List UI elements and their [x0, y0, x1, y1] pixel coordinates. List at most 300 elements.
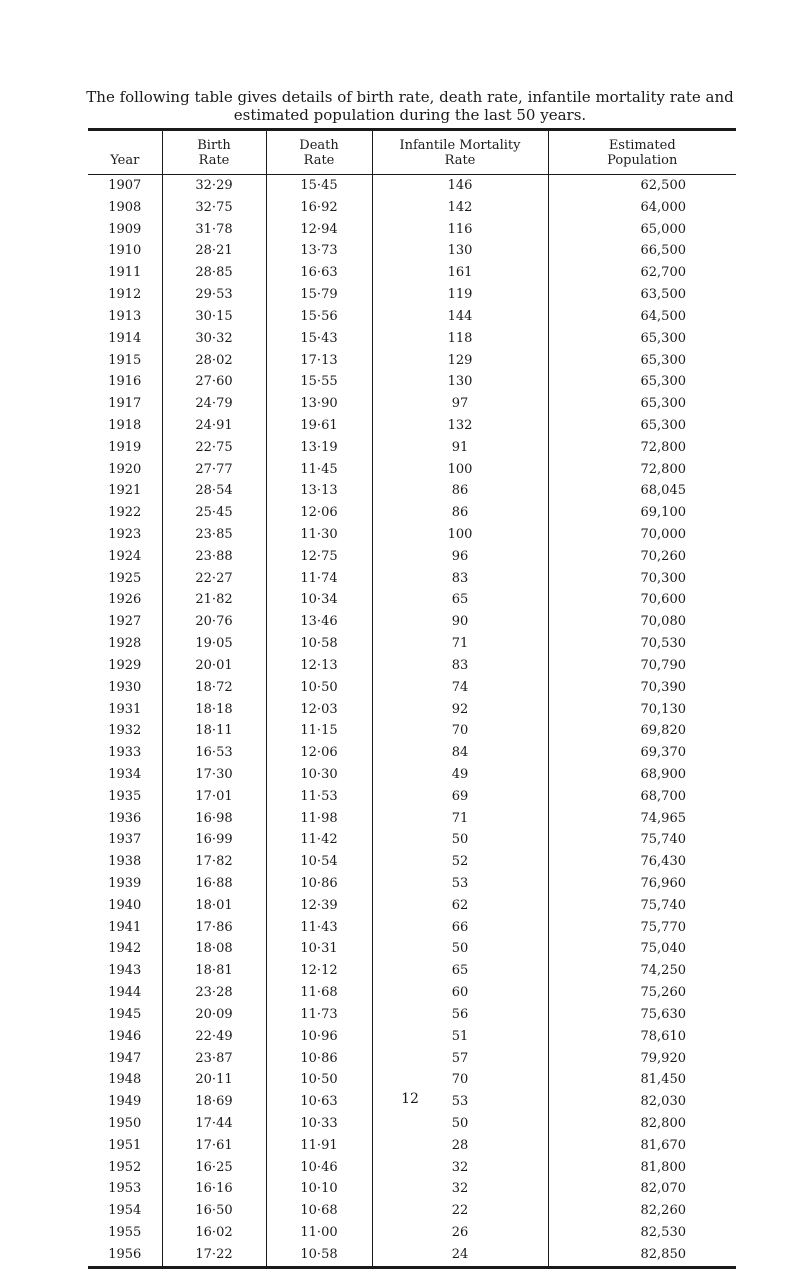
- death-rate-cell: 10·34: [266, 589, 372, 611]
- population-cell: 64,000: [548, 197, 736, 219]
- population-cell: 70,530: [548, 633, 736, 655]
- year-cell: 1945: [108, 1006, 142, 1022]
- population-cell: 65,300: [548, 393, 736, 415]
- table-row: [88, 568, 736, 590]
- table-row: [88, 350, 736, 372]
- birth-rate-cell: 24·79: [162, 393, 266, 415]
- death-rate-cell: 16·63: [266, 262, 372, 284]
- header-line: Rate: [198, 153, 230, 168]
- death-rate-cell: 10·58: [266, 633, 372, 655]
- population-cell: 81,670: [548, 1135, 736, 1157]
- birth-rate-cell: 16·16: [162, 1178, 266, 1200]
- death-rate-cell: 11·00: [266, 1222, 372, 1244]
- year-cell: 1954: [108, 1203, 142, 1219]
- birth-rate-cell: 23·85: [162, 524, 266, 546]
- death-rate-cell: 10·68: [266, 1200, 372, 1222]
- table-row: [88, 611, 736, 633]
- table-row: [88, 1113, 736, 1135]
- death-rate-cell: 12·13: [266, 655, 372, 677]
- death-rate-cell: 10·50: [266, 677, 372, 699]
- table-row: [88, 1244, 736, 1267]
- year-cell: 1908: [108, 199, 142, 215]
- table-row: [88, 677, 736, 699]
- table-row: [88, 1222, 736, 1244]
- table-row: [88, 284, 736, 306]
- header-line: Rate: [444, 153, 476, 168]
- year-cell: 1941: [108, 919, 142, 935]
- population-cell: 70,130: [548, 699, 736, 721]
- population-cell: 65,000: [548, 219, 736, 241]
- death-rate-cell: 11·73: [266, 1004, 372, 1026]
- table-row: [88, 1178, 736, 1200]
- death-rate-cell: 15·79: [266, 284, 372, 306]
- birth-rate-cell: 27·60: [162, 371, 266, 393]
- infantile-mortality-cell: 129: [372, 350, 548, 372]
- population-cell: 82,260: [548, 1200, 736, 1222]
- table-row: [88, 808, 736, 830]
- birth-rate-cell: 20·01: [162, 655, 266, 677]
- birth-rate-cell: 17·61: [162, 1135, 266, 1157]
- death-rate-cell: 10·30: [266, 764, 372, 786]
- year-cell: 1907: [108, 178, 142, 193]
- infantile-mortality-cell: 83: [372, 568, 548, 590]
- infantile-mortality-cell: 57: [372, 1048, 548, 1070]
- year-cell: 1951: [108, 1137, 142, 1153]
- table-row: [88, 1157, 736, 1179]
- table-row: [88, 240, 736, 262]
- table-row: [88, 502, 736, 524]
- death-rate-cell: 10·58: [266, 1244, 372, 1267]
- infantile-mortality-cell: 65: [372, 960, 548, 982]
- infantile-mortality-cell: 90: [372, 611, 548, 633]
- year-cell: 1949: [108, 1094, 142, 1110]
- death-rate-cell: 11·45: [266, 459, 372, 481]
- birth-rate-cell: 17·01: [162, 786, 266, 808]
- year-cell: 1915: [108, 352, 142, 368]
- table-row: [88, 873, 736, 895]
- table-row: [88, 829, 736, 851]
- table-row: [88, 1069, 736, 1091]
- death-rate-cell: 12·94: [266, 219, 372, 241]
- birth-rate-cell: 16·88: [162, 873, 266, 895]
- header-line: Population: [607, 153, 678, 168]
- death-rate-cell: 10·46: [266, 1157, 372, 1179]
- infantile-mortality-cell: 70: [372, 1069, 548, 1091]
- population-cell: 75,740: [548, 829, 736, 851]
- birth-rate-cell: 32·29: [162, 175, 266, 197]
- population-cell: 79,920: [548, 1048, 736, 1070]
- table-row: [88, 1026, 736, 1048]
- year-cell: 1942: [108, 941, 142, 957]
- header-line: Death: [299, 138, 339, 153]
- death-rate-cell: 17·13: [266, 350, 372, 372]
- year-cell: 1920: [108, 461, 142, 477]
- infantile-mortality-cell: 130: [372, 371, 548, 393]
- table-row: [88, 1048, 736, 1070]
- infantile-mortality-cell: 142: [372, 197, 548, 219]
- population-cell: 65,300: [548, 415, 736, 437]
- population-cell: 75,630: [548, 1004, 736, 1026]
- birth-rate-cell: 18·81: [162, 960, 266, 982]
- death-rate-cell: 15·55: [266, 371, 372, 393]
- table-row: [88, 895, 736, 917]
- birth-rate-cell: 18·01: [162, 895, 266, 917]
- page-number: 12: [401, 1091, 419, 1107]
- population-cell: 66,500: [548, 240, 736, 262]
- death-rate-cell: 10·31: [266, 938, 372, 960]
- year-cell: 1925: [108, 570, 142, 586]
- birth-rate-cell: 17·44: [162, 1113, 266, 1135]
- infantile-mortality-cell: 50: [372, 1113, 548, 1135]
- table-row: [88, 917, 736, 939]
- year-cell: 1944: [108, 985, 142, 1001]
- intro-paragraph: The following table gives details of birth rate, death rate, infantile mortality rate and estimated population during the last 50 years.: [86, 88, 734, 124]
- death-rate-cell: 10·96: [266, 1026, 372, 1048]
- infantile-mortality-cell: 62: [372, 895, 548, 917]
- population-cell: 75,770: [548, 917, 736, 939]
- year-cell: 1934: [108, 766, 142, 782]
- birth-rate-cell: 20·09: [162, 1004, 266, 1026]
- table-row: [88, 175, 736, 197]
- infantile-mortality-cell: 70: [372, 720, 548, 742]
- year-cell: 1956: [88, 1244, 162, 1267]
- year-cell: 1930: [108, 679, 142, 695]
- infantile-mortality-cell: 91: [372, 437, 548, 459]
- birth-rate-header: [162, 130, 266, 175]
- population-cell: 82,800: [548, 1113, 736, 1135]
- infantile-mortality-cell: 116: [372, 219, 548, 241]
- table-row: [88, 786, 736, 808]
- table-row: [88, 960, 736, 982]
- year-cell: 1912: [108, 287, 142, 303]
- birth-rate-cell: 22·49: [162, 1026, 266, 1048]
- table-row: [88, 764, 736, 786]
- infantile-mortality-cell: 66: [372, 917, 548, 939]
- death-rate-cell: 10·54: [266, 851, 372, 873]
- death-rate-cell: 12·03: [266, 699, 372, 721]
- population-cell: 72,800: [548, 459, 736, 481]
- birth-rate-cell: 21·82: [162, 589, 266, 611]
- infantile-mortality-cell: 53: [372, 1091, 548, 1113]
- birth-rate-cell: 18·18: [162, 699, 266, 721]
- table-row: [88, 633, 736, 655]
- death-rate-cell: 13·73: [266, 240, 372, 262]
- year-header: [88, 130, 162, 175]
- table-row: [88, 371, 736, 393]
- table-row: [88, 262, 736, 284]
- population-cell: 65,300: [548, 371, 736, 393]
- death-rate-cell: 10·33: [266, 1113, 372, 1135]
- death-rate-cell: 10·86: [266, 1048, 372, 1070]
- birth-rate-cell: 18·08: [162, 938, 266, 960]
- death-rate-cell: 10·86: [266, 873, 372, 895]
- table-row: [88, 720, 736, 742]
- death-rate-header: [266, 130, 372, 175]
- birth-rate-cell: 28·02: [162, 350, 266, 372]
- birth-rate-cell: 27·77: [162, 459, 266, 481]
- infantile-mortality-cell: 161: [372, 262, 548, 284]
- year-cell: 1937: [108, 832, 142, 848]
- death-rate-cell: 15·43: [266, 328, 372, 350]
- population-cell: 63,500: [548, 284, 736, 306]
- infantile-mortality-rate-header: [372, 130, 548, 175]
- birth-rate-cell: 16·25: [162, 1157, 266, 1179]
- infantile-mortality-cell: 71: [372, 633, 548, 655]
- year-cell: 1913: [108, 308, 142, 324]
- population-cell: 82,030: [548, 1091, 736, 1113]
- table-row: [88, 1004, 736, 1026]
- year-cell: 1928: [108, 636, 142, 652]
- death-rate-cell: 11·91: [266, 1135, 372, 1157]
- birth-rate-cell: 16·02: [162, 1222, 266, 1244]
- birth-rate-cell: 29·53: [162, 284, 266, 306]
- table-row: [88, 742, 736, 764]
- population-cell: 82,530: [548, 1222, 736, 1244]
- population-cell: 82,070: [548, 1178, 736, 1200]
- death-rate-cell: 11·68: [266, 982, 372, 1004]
- table-row: [88, 699, 736, 721]
- death-rate-cell: 16·92: [266, 197, 372, 219]
- infantile-mortality-cell: 92: [372, 699, 548, 721]
- death-rate-cell: 12·06: [266, 502, 372, 524]
- table-row: [88, 197, 736, 219]
- year-cell: 1936: [108, 810, 142, 826]
- table-row: [88, 982, 736, 1004]
- year-cell: 1923: [108, 527, 142, 542]
- death-rate-cell: 11·42: [266, 829, 372, 851]
- year-cell: 1911: [108, 265, 142, 281]
- birth-rate-cell: 28·54: [162, 480, 266, 502]
- birth-rate-cell: 17·22: [162, 1244, 266, 1267]
- header-line: Year: [110, 153, 140, 168]
- year-cell: 1916: [108, 374, 142, 390]
- population-cell: 74,250: [548, 960, 736, 982]
- population-cell: 74,965: [548, 808, 736, 830]
- table-row: [88, 1200, 736, 1222]
- death-rate-cell: 13·13: [266, 480, 372, 502]
- population-cell: 70,390: [548, 677, 736, 699]
- infantile-mortality-cell: 96: [372, 546, 548, 568]
- year-cell: 1931: [108, 701, 142, 717]
- estimated-population-header: [548, 130, 736, 175]
- table-row: [88, 851, 736, 873]
- table-row: [88, 589, 736, 611]
- birth-rate-cell: 16·50: [162, 1200, 266, 1222]
- year-cell: 1918: [108, 417, 142, 433]
- infantile-mortality-cell: 53: [372, 873, 548, 895]
- birth-rate-cell: 30·15: [162, 306, 266, 328]
- birth-rate-cell: 19·05: [162, 633, 266, 655]
- population-cell: 68,900: [548, 764, 736, 786]
- death-rate-cell: 15·56: [266, 306, 372, 328]
- population-cell: 75,260: [548, 982, 736, 1004]
- infantile-mortality-cell: 86: [372, 502, 548, 524]
- population-cell: 62,500: [548, 175, 736, 197]
- infantile-mortality-cell: 24: [372, 1244, 548, 1267]
- table-row: [88, 415, 736, 437]
- population-cell: 70,000: [548, 524, 736, 546]
- infantile-mortality-cell: 26: [372, 1222, 548, 1244]
- table-row: [88, 459, 736, 481]
- birth-rate-cell: 23·28: [162, 982, 266, 1004]
- death-rate-cell: 10·50: [266, 1069, 372, 1091]
- year-cell: 1910: [108, 243, 142, 259]
- population-cell: 69,100: [548, 502, 736, 524]
- infantile-mortality-cell: 86: [372, 480, 548, 502]
- infantile-mortality-cell: 22: [372, 1200, 548, 1222]
- infantile-mortality-cell: 56: [372, 1004, 548, 1026]
- year-cell: 1921: [108, 483, 142, 499]
- death-rate-cell: 11·74: [266, 568, 372, 590]
- population-cell: 76,430: [548, 851, 736, 873]
- table-row: [88, 938, 736, 960]
- infantile-mortality-cell: 100: [372, 524, 548, 546]
- table-row: [88, 546, 736, 568]
- year-cell: 1952: [108, 1159, 142, 1175]
- birth-rate-cell: 20·11: [162, 1069, 266, 1091]
- death-rate-cell: 11·53: [266, 786, 372, 808]
- population-cell: 64,500: [548, 306, 736, 328]
- infantile-mortality-cell: 50: [372, 829, 548, 851]
- infantile-mortality-cell: 144: [372, 306, 548, 328]
- year-cell: 1933: [108, 745, 142, 761]
- population-cell: 68,045: [548, 480, 736, 502]
- birth-rate-cell: 18·69: [162, 1091, 266, 1113]
- year-cell: 1946: [108, 1028, 142, 1044]
- year-cell: 1935: [108, 788, 142, 804]
- infantile-mortality-cell: 71: [372, 808, 548, 830]
- table-row: [88, 219, 736, 241]
- population-cell: 62,700: [548, 262, 736, 284]
- year-cell: 1929: [108, 657, 142, 673]
- birth-rate-cell: 22·75: [162, 437, 266, 459]
- year-cell: 1919: [108, 439, 142, 455]
- infantile-mortality-cell: 49: [372, 764, 548, 786]
- population-cell: 82,850: [548, 1244, 736, 1267]
- birth-rate-cell: 25·45: [162, 502, 266, 524]
- infantile-mortality-cell: 130: [372, 240, 548, 262]
- year-cell: 1948: [108, 1072, 142, 1088]
- table-row: [88, 480, 736, 502]
- population-cell: 70,260: [548, 546, 736, 568]
- infantile-mortality-cell: 132: [372, 415, 548, 437]
- death-rate-cell: 13·46: [266, 611, 372, 633]
- birth-rate-cell: 22·27: [162, 568, 266, 590]
- year-cell: 1909: [108, 221, 142, 237]
- birth-rate-cell: 31·78: [162, 219, 266, 241]
- birth-rate-cell: 17·86: [162, 917, 266, 939]
- birth-rate-cell: 32·75: [162, 197, 266, 219]
- header-line: Birth: [197, 138, 231, 153]
- year-cell: 1917: [108, 396, 142, 412]
- birth-rate-cell: 23·88: [162, 546, 266, 568]
- population-cell: 81,800: [548, 1157, 736, 1179]
- population-cell: 70,080: [548, 611, 736, 633]
- infantile-mortality-cell: 97: [372, 393, 548, 415]
- year-cell: 1939: [108, 876, 142, 891]
- birth-rate-cell: 16·99: [162, 829, 266, 851]
- year-cell: 1953: [108, 1181, 142, 1197]
- death-rate-cell: 11·15: [266, 720, 372, 742]
- infantile-mortality-cell: 50: [372, 938, 548, 960]
- death-rate-cell: 13·90: [266, 393, 372, 415]
- birth-rate-cell: 28·85: [162, 262, 266, 284]
- year-cell: 1922: [108, 505, 142, 521]
- table-row: [88, 655, 736, 677]
- death-rate-cell: 11·30: [266, 524, 372, 546]
- table-row: [88, 306, 736, 328]
- header-line: Infantile Mortality: [399, 138, 521, 153]
- infantile-mortality-cell: 60: [372, 982, 548, 1004]
- infantile-mortality-cell: 146: [372, 175, 548, 197]
- infantile-mortality-cell: 100: [372, 459, 548, 481]
- death-rate-cell: 12·06: [266, 742, 372, 764]
- table-header-row: [88, 130, 736, 175]
- population-cell: 70,790: [548, 655, 736, 677]
- infantile-mortality-cell: 28: [372, 1135, 548, 1157]
- birth-rate-cell: 20·76: [162, 611, 266, 633]
- year-cell: 1955: [108, 1225, 142, 1240]
- birth-rate-cell: 16·53: [162, 742, 266, 764]
- population-cell: 69,370: [548, 742, 736, 764]
- year-cell: 1938: [108, 854, 142, 870]
- header-line: Estimated: [608, 138, 676, 153]
- birth-rate-cell: 18·11: [162, 720, 266, 742]
- population-cell: 70,600: [548, 589, 736, 611]
- infantile-mortality-cell: 74: [372, 677, 548, 699]
- infantile-mortality-cell: 51: [372, 1026, 548, 1048]
- table-row: [88, 1135, 736, 1157]
- population-cell: 68,700: [548, 786, 736, 808]
- infantile-mortality-cell: 52: [372, 851, 548, 873]
- infantile-mortality-cell: 84: [372, 742, 548, 764]
- year-cell: 1950: [108, 1115, 142, 1131]
- population-cell: 75,040: [548, 938, 736, 960]
- infantile-mortality-cell: 32: [372, 1157, 548, 1179]
- table-row: [88, 524, 736, 546]
- birth-rate-cell: 17·82: [162, 851, 266, 873]
- population-cell: 70,300: [548, 568, 736, 590]
- infantile-mortality-cell: 32: [372, 1178, 548, 1200]
- birth-rate-cell: 16·98: [162, 808, 266, 830]
- population-cell: 81,450: [548, 1069, 736, 1091]
- table-row: [88, 393, 736, 415]
- infantile-mortality-cell: 118: [372, 328, 548, 350]
- population-cell: 78,610: [548, 1026, 736, 1048]
- table-row: [88, 437, 736, 459]
- birth-rate-cell: 18·72: [162, 677, 266, 699]
- population-cell: 65,300: [548, 350, 736, 372]
- population-cell: 72,800: [548, 437, 736, 459]
- population-cell: 76,960: [548, 873, 736, 895]
- death-rate-cell: 19·61: [266, 415, 372, 437]
- population-cell: 75,740: [548, 895, 736, 917]
- population-cell: 69,820: [548, 720, 736, 742]
- year-cell: 1926: [108, 592, 142, 608]
- infantile-mortality-cell: 69: [372, 786, 548, 808]
- birth-rate-cell: 28·21: [162, 240, 266, 262]
- infantile-mortality-cell: 119: [372, 284, 548, 306]
- death-rate-cell: 11·43: [266, 917, 372, 939]
- header-line: Rate: [303, 153, 335, 168]
- year-cell: 1914: [108, 330, 142, 346]
- year-cell: 1943: [108, 963, 142, 979]
- year-cell: 1927: [108, 614, 142, 630]
- birth-rate-cell: 30·32: [162, 328, 266, 350]
- death-rate-cell: 10·10: [266, 1178, 372, 1200]
- death-rate-cell: 12·39: [266, 895, 372, 917]
- year-cell: 1924: [108, 548, 142, 564]
